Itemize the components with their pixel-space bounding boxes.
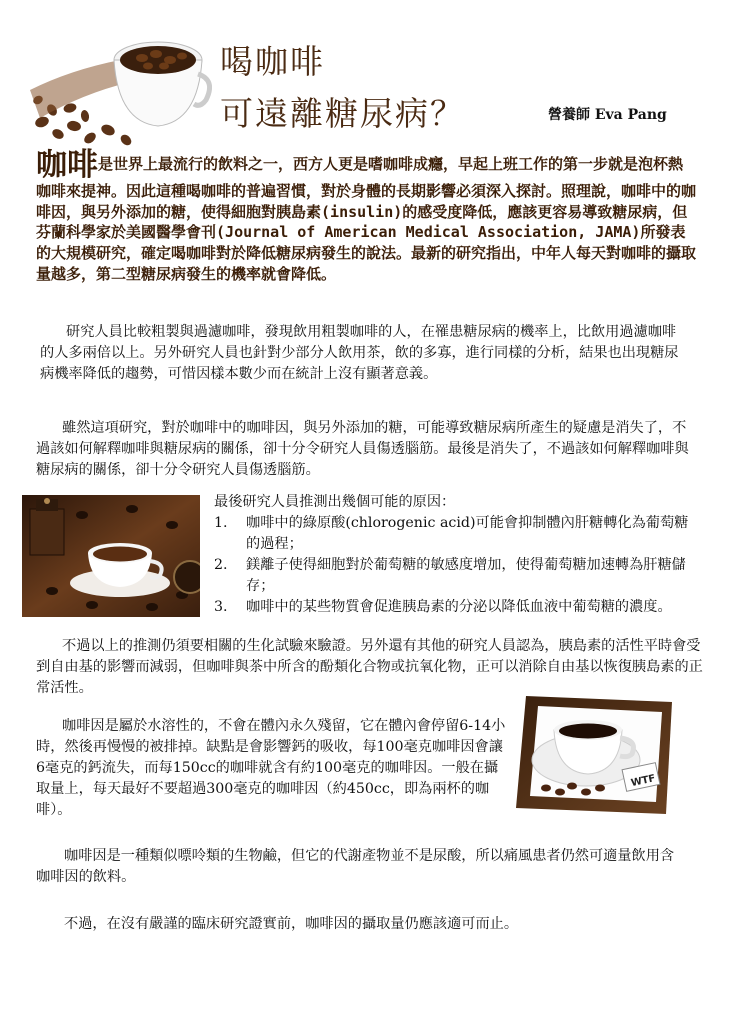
intro-text: 是世界上最流行的飲料之一，西方人更是嗜咖啡成癮，早起上班工作的第一步就是泡杯熱咖啡來提神。因此這種喝咖啡的普遍習慣，對於身體的長期影響必須深入探討。照理說，咖啡中的咖啡因，與另外添加的糖，使得細胞對胰島素(insulin)的感受度降低，應該更容易導致糖尿病，但芬蘭科學家於美國醫學會刊(Journal of American Medical Association, JAMA)所發表的大規模研究，確定喝咖啡對於降低糖尿病發生的說法。最新的研究指出，中年人每天對咖啡的攝取量越多，第二型糖尿病發生的機率就會降低。 (36, 155, 697, 283)
coffee-cup-wtf-image (516, 696, 672, 814)
paragraph-caffeine-water-soluble: 咖啡因是屬於水溶性的，不會在體內永久殘留，它在體內會停留6-14小時，然後再慢慢的被排掉。缺點是會影響鈣的吸收，每100毫克咖啡因會讓6毫克的鈣流失，而每150cc的咖啡就含有約100毫克的咖啡因。一般在攝取量上，每天最好不要超過300毫克的咖啡因（約450cc，即為兩杯的咖啡）。 (36, 718, 506, 818)
reason-text: 咖啡中的綠原酸(chlorogenic acid)可能會抑制體內肝糖轉化為葡萄糖的過程； (246, 515, 689, 552)
reason-text: 咖啡中的某些物質會促進胰島素的分泌以降低血液中葡萄糖的濃度。 (246, 599, 672, 615)
list-item (214, 597, 700, 618)
intro-lead-word: 咖啡 (36, 147, 98, 183)
cup-tag-label: WTF (630, 773, 657, 790)
paragraph-gout: 咖啡因是一種類似嘌呤類的生物鹼，但它的代謝產物並不是尿酸，所以痛風患者仍然可適量飲用含咖啡因的飲料。 (36, 848, 675, 885)
reason-number: 3. (214, 599, 228, 615)
title-line-2: 可遠離糖尿病？ (220, 94, 465, 133)
intro-paragraph (36, 147, 697, 285)
coffee-cup-beans-image (30, 30, 212, 148)
list-item (214, 513, 700, 555)
reason-number: 1. (214, 515, 228, 531)
author-byline: 營養師 Eva Pang (548, 107, 667, 123)
paragraph-conclusion: 不過，在沒有嚴謹的臨床研究證實前，咖啡因的攝取量仍應該適可而止。 (64, 916, 519, 932)
list-item (214, 555, 700, 597)
reasons-intro: 最後研究人員推測出幾個可能的原因： (214, 494, 456, 510)
reason-text: 鎂離子使得細胞對於葡萄糖的敏感度增加，使得葡萄糖加速轉為肝糖儲存； (246, 557, 686, 594)
paragraph-study-comparison: 研究人員比較粗製與過濾咖啡，發現飲用粗製咖啡的人，在罹患糖尿病的機率上，比飲用過濾咖啡的人多兩倍以上。另外研究人員也針對少部分人飲用茶，飲的多寡，進行同樣的分析，結果也出現糖尿病機率降低的趨勢，可惜因樣本數少而在統計上沒有顯著意義。 (40, 324, 679, 382)
coffee-grinder-cup-image (22, 495, 200, 617)
reason-number: 2. (214, 557, 228, 573)
title-line-1: 喝咖啡 (220, 42, 325, 81)
paragraph-study-doubt: 雖然這項研究，對於咖啡中的咖啡因，與另外添加的糖，可能導致糖尿病所產生的疑慮是消失了，不過該如何解釋咖啡與糖尿病的關係，卻十分令研究人員傷透腦筋。最後是消失了，不過該如何解釋咖啡與糖尿病的關係，卻十分令研究人員傷透腦筋。 (36, 420, 689, 478)
reasons-list (214, 513, 700, 618)
paragraph-free-radicals: 不過以上的推測仍須要相關的生化試驗來驗證。另外還有其他的研究人員認為，胰島素的活性平時會受到自由基的影響而減弱，但咖啡與茶中所含的酚類化合物或抗氧化物，正可以消除自由基以恢復胰島素的正常活性。 (36, 638, 703, 696)
reasons-section (214, 492, 700, 618)
